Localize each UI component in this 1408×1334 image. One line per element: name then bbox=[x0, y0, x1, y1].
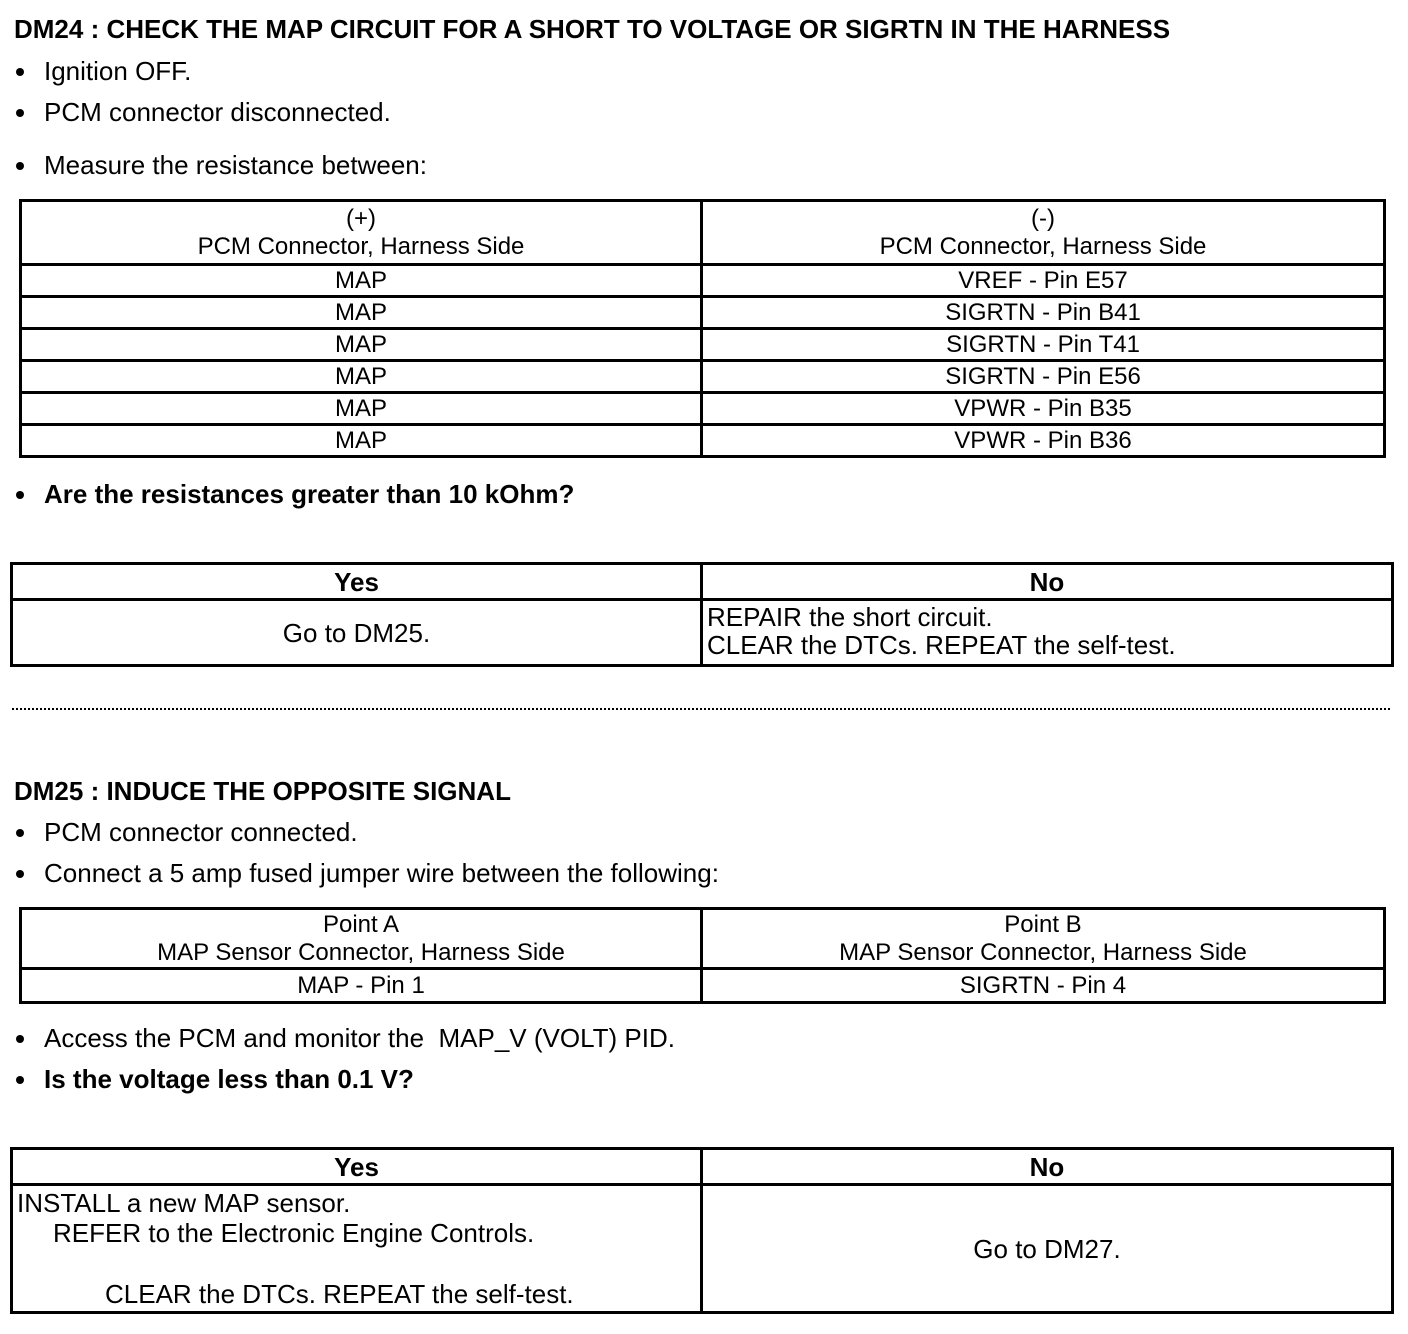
dm24-question: Are the resistances greater than 10 kOhm? bbox=[16, 479, 574, 510]
table-cell: VPWR - Pin B36 bbox=[702, 425, 1385, 457]
table-header-cell: Point B MAP Sensor Connector, Harness Side bbox=[702, 909, 1385, 969]
table-cell: MAP bbox=[21, 329, 702, 361]
table-row bbox=[21, 969, 1385, 1003]
yes-action: INSTALL a new MAP sensor. REFER to the Electronic Engine Controls. CLEAR the DTCs. REPEAT the self-test. bbox=[12, 1185, 702, 1313]
dm25-step-2: Connect a 5 amp fused jumper wire between the following: bbox=[16, 858, 719, 889]
dm24-decision-table bbox=[10, 562, 1394, 667]
table-cell: MAP bbox=[21, 361, 702, 393]
table-header-row bbox=[21, 201, 1385, 265]
no-action: REPAIR the short circuit. CLEAR the DTCs. REPEAT the self-test. bbox=[702, 600, 1393, 666]
table-row bbox=[21, 361, 1385, 393]
bullet-icon bbox=[16, 109, 24, 117]
table-row bbox=[21, 425, 1385, 457]
table-header-row bbox=[21, 909, 1385, 969]
table-cell: SIGRTN - Pin 4 bbox=[702, 969, 1385, 1003]
bullet-icon bbox=[16, 1076, 24, 1084]
yes-action: Go to DM25. bbox=[12, 600, 702, 666]
table-cell: SIGRTN - Pin B41 bbox=[702, 297, 1385, 329]
dm25-step-1: PCM connector connected. bbox=[16, 817, 358, 848]
table-cell: MAP - Pin 1 bbox=[21, 969, 702, 1003]
table-cell: MAP bbox=[21, 297, 702, 329]
no-header: No bbox=[702, 1149, 1393, 1185]
bullet-icon bbox=[16, 491, 24, 499]
table-cell: MAP bbox=[21, 425, 702, 457]
dm24-resistance-table bbox=[19, 199, 1386, 458]
dm24-title: DM24 : CHECK THE MAP CIRCUIT FOR A SHORT TO VOLTAGE OR SIGRTN IN THE HARNESS bbox=[14, 14, 1171, 44]
table-cell: MAP bbox=[21, 393, 702, 425]
bullet-icon bbox=[16, 162, 24, 170]
table-cell: SIGRTN - Pin T41 bbox=[702, 329, 1385, 361]
dm25-title: DM25 : INDUCE THE OPPOSITE SIGNAL bbox=[14, 776, 511, 806]
bullet-icon bbox=[16, 829, 24, 837]
bullet-icon bbox=[16, 68, 24, 76]
table-cell: VPWR - Pin B35 bbox=[702, 393, 1385, 425]
section-divider bbox=[12, 708, 1390, 710]
no-header: No bbox=[702, 564, 1393, 600]
table-row bbox=[21, 393, 1385, 425]
table-cell: MAP bbox=[21, 265, 702, 297]
dm25-decision-table bbox=[10, 1147, 1394, 1314]
table-header-cell: (-) PCM Connector, Harness Side bbox=[702, 201, 1385, 265]
dm24-step-2: PCM connector disconnected. bbox=[16, 97, 391, 128]
table-header-cell: Point A MAP Sensor Connector, Harness Side bbox=[21, 909, 702, 969]
table-cell: VREF - Pin E57 bbox=[702, 265, 1385, 297]
table-row bbox=[12, 600, 1393, 666]
bullet-icon bbox=[16, 1035, 24, 1043]
table-row bbox=[21, 329, 1385, 361]
dm25-jumper-table bbox=[19, 907, 1386, 1004]
dm24-step-1: Ignition OFF. bbox=[16, 56, 191, 87]
table-row bbox=[21, 265, 1385, 297]
table-row bbox=[21, 297, 1385, 329]
yes-header: Yes bbox=[12, 1149, 702, 1185]
table-header-row bbox=[12, 1149, 1393, 1185]
dm24-step-3: Measure the resistance between: bbox=[16, 150, 427, 181]
table-cell: SIGRTN - Pin E56 bbox=[702, 361, 1385, 393]
dm25-question: Is the voltage less than 0.1 V? bbox=[16, 1064, 414, 1095]
table-header-row bbox=[12, 564, 1393, 600]
yes-header: Yes bbox=[12, 564, 702, 600]
no-action: Go to DM27. bbox=[702, 1185, 1393, 1313]
dm25-step-3: Access the PCM and monitor the MAP_V (VOLT) PID. bbox=[16, 1023, 675, 1054]
table-row bbox=[12, 1185, 1393, 1313]
table-header-cell: (+) PCM Connector, Harness Side bbox=[21, 201, 702, 265]
bullet-icon bbox=[16, 870, 24, 878]
